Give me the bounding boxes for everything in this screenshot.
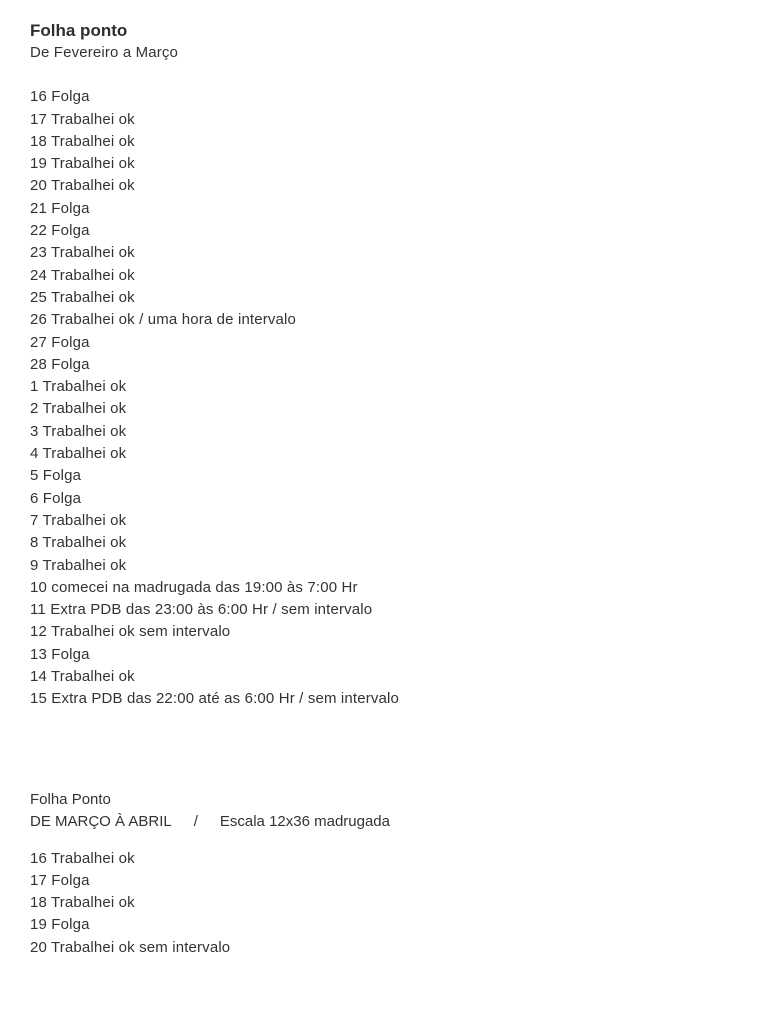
- list-item: 6 Folga: [30, 489, 82, 507]
- list-item: 1 Trabalhei ok: [30, 378, 127, 396]
- list-item: 11 Extra PDB das 23:00 às 6:00 Hr / sem intervalo: [30, 601, 373, 619]
- list-item: 22 Folga: [30, 222, 90, 240]
- list-item: 19 Trabalhei ok: [30, 155, 135, 173]
- list-item: 21 Folga: [30, 199, 90, 217]
- list-item: 17 Folga: [30, 871, 90, 889]
- list-item: 23 Trabalhei ok: [30, 244, 135, 262]
- period-subtitle: De Fevereiro a Março: [30, 44, 179, 61]
- list-item: 20 Trabalhei ok: [30, 177, 135, 195]
- list-item: 8 Trabalhei ok: [30, 534, 127, 552]
- list-item: 2 Trabalhei ok: [30, 400, 127, 418]
- separator: /: [193, 813, 198, 831]
- list-item: 19 Folga: [30, 916, 90, 934]
- list-item: 24 Trabalhei ok: [30, 266, 135, 284]
- list-item: 3 Trabalhei ok: [30, 422, 127, 440]
- timesheet-list-1: [30, 86, 750, 710]
- list-item: 18 Trabalhei ok: [30, 894, 135, 912]
- list-item: 28 Folga: [30, 355, 90, 373]
- list-item: 12 Trabalhei ok sem intervalo: [30, 623, 231, 641]
- list-item: 27 Folga: [30, 333, 90, 351]
- list-item: 9 Trabalhei ok: [30, 556, 127, 574]
- page-title: Folha ponto: [30, 21, 128, 40]
- spacer: [30, 834, 750, 848]
- section-2-header: [30, 811, 750, 833]
- list-item: 10 comecei na madrugada das 19:00 às 7:00 Hr: [30, 578, 358, 596]
- document-page: [30, 18, 750, 959]
- spacer: [30, 64, 750, 86]
- list-item: 15 Extra PDB das 22:00 até as 6:00 Hr / sem intervalo: [30, 690, 399, 708]
- list-item: 25 Trabalhei ok: [30, 288, 135, 306]
- list-item: 13 Folga: [30, 645, 90, 663]
- list-item: 14 Trabalhei ok: [30, 668, 135, 686]
- list-item: 26 Trabalhei ok / uma hora de intervalo: [30, 311, 297, 329]
- list-item: 7 Trabalhei ok: [30, 511, 127, 529]
- list-item: 16 Folga: [30, 88, 90, 106]
- spacer: [30, 767, 750, 789]
- timesheet-list-2: [30, 848, 750, 959]
- list-item: 20 Trabalhei ok sem intervalo: [30, 938, 231, 956]
- list-item: 5 Folga: [30, 467, 82, 485]
- list-item: 17 Trabalhei ok: [30, 110, 135, 128]
- spacer: [30, 711, 750, 767]
- period-label: DE MARÇO À ABRIL: [30, 813, 172, 831]
- schedule-label: Escala 12x36 madrugada: [219, 813, 390, 831]
- section-2-title: Folha Ponto: [30, 790, 111, 808]
- list-item: 18 Trabalhei ok: [30, 132, 135, 150]
- list-item: 4 Trabalhei ok: [30, 445, 127, 463]
- list-item: 16 Trabalhei ok: [30, 849, 135, 867]
